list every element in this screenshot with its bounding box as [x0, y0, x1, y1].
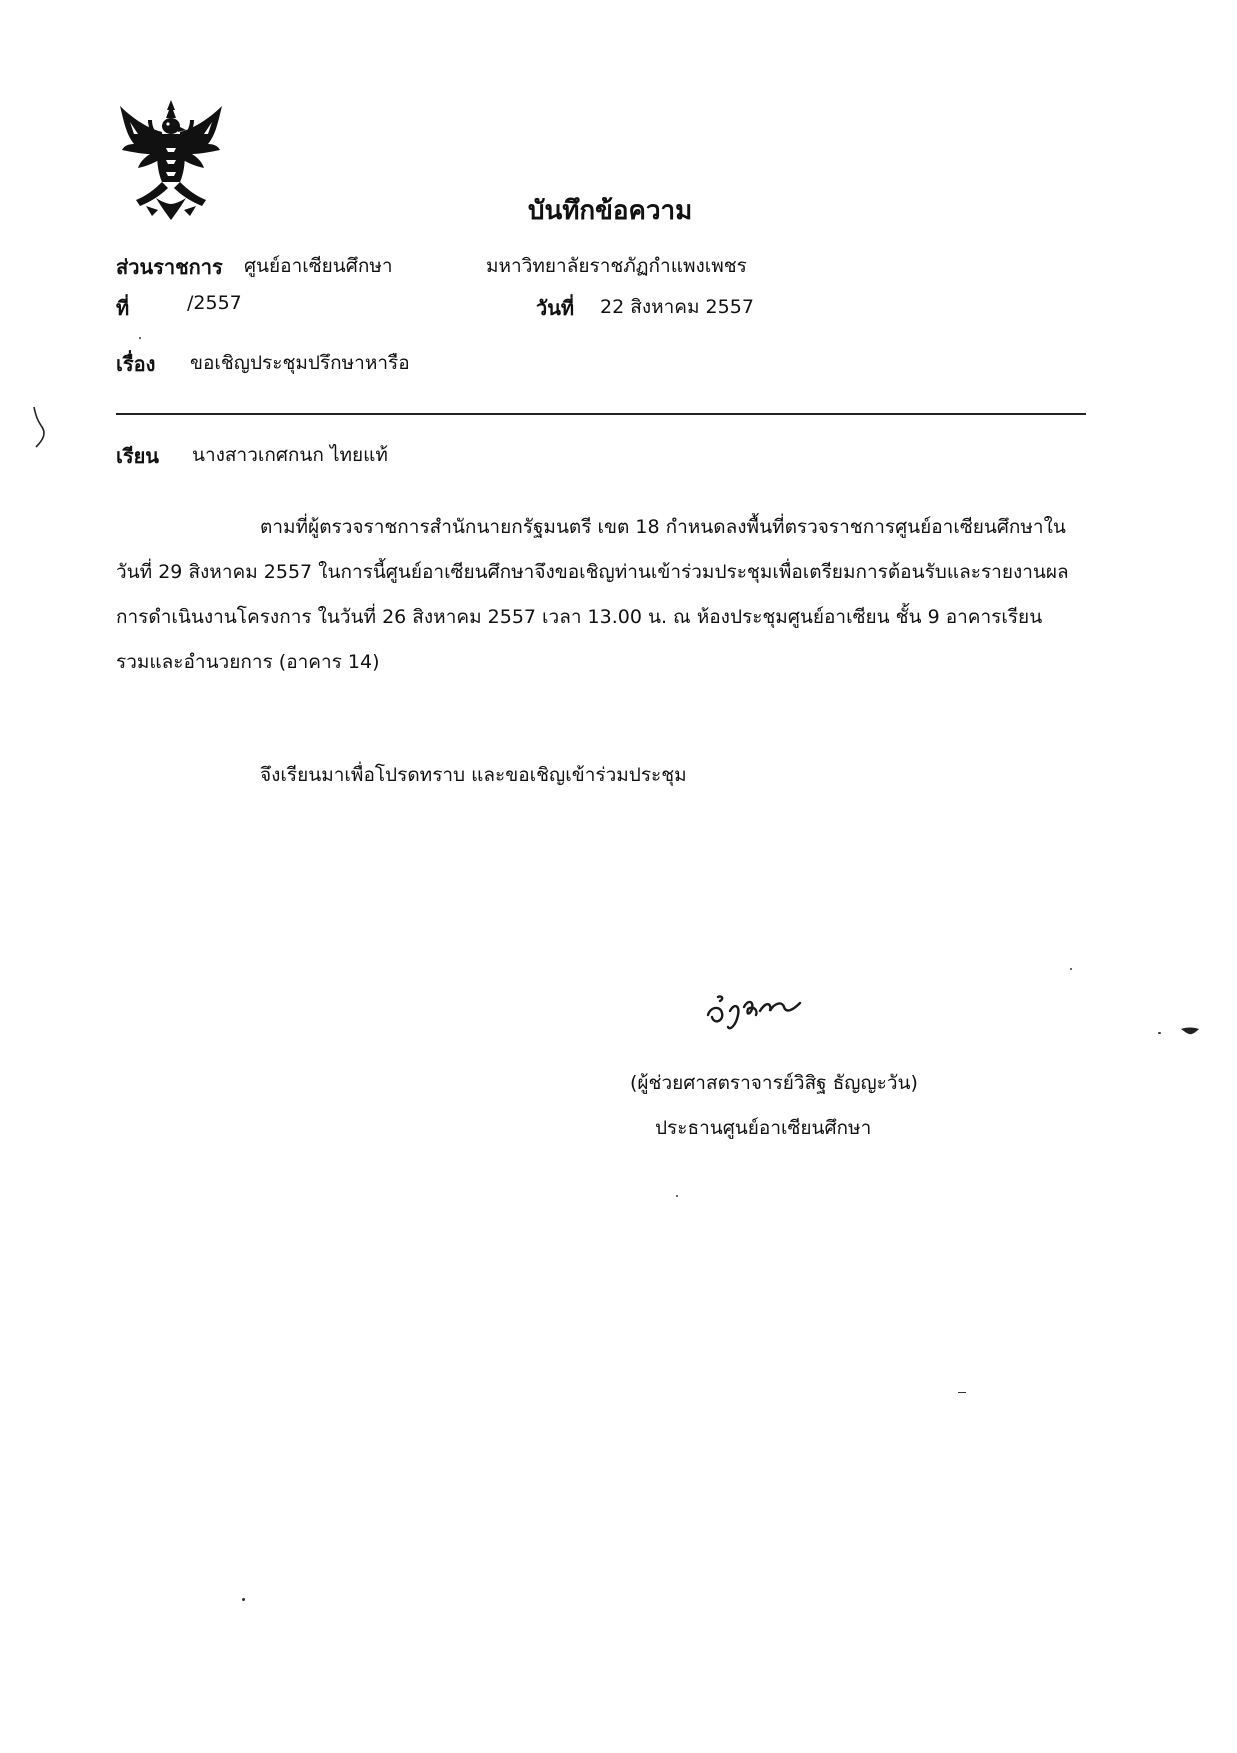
closing-line: จึงเรียนมาเพื่อโปรดทราบ และขอเชิญเข้าร่วมประชุม	[260, 764, 687, 786]
scan-speck	[958, 1392, 966, 1393]
subject-value: ขอเชิญประชุมปรึกษาหารือ	[190, 352, 410, 374]
scan-speck	[676, 1195, 678, 1197]
number-value: /2557	[187, 292, 242, 314]
handwritten-signature	[700, 985, 820, 1035]
addressee-value: นางสาวเกศกนก ไทยแท้	[192, 444, 388, 466]
signatory-position: ประธานศูนย์อาเซียนศึกษา	[655, 1117, 872, 1139]
header-divider	[116, 413, 1086, 415]
garuda-emblem-icon	[116, 98, 226, 220]
body-line: รวมและอำนวยการ (อาคาร 14)	[116, 651, 380, 673]
body-line: การดำเนินงานโครงการ ในวันที่ 26 สิงหาคม 2557 เวลา 13.00 น. ณ ห้องประชุมศูนย์อาเซียน ชั้น 9 อาคารเรียน	[116, 606, 1043, 628]
addressee-label: เรียน	[116, 444, 159, 468]
organization-name: มหาวิทยาลัยราชภัฏกำแพงเพชร	[486, 255, 747, 277]
date-value: 22 สิงหาคม 2557	[600, 296, 754, 318]
department-label: ส่วนราชการ	[116, 255, 223, 279]
date-label: วันที่	[536, 296, 575, 320]
number-label: ที่	[116, 296, 130, 320]
body-line: วันที่ 29 สิงหาคม 2557 ในการนี้ศูนย์อาเซียนศึกษาจึงขอเชิญท่านเข้าร่วมประชุมเพื่อเตรียมการต้อนรับและรายงานผล	[116, 561, 1069, 583]
department-value: ศูนย์อาเซียนศึกษา	[244, 255, 393, 277]
scan-blot	[1180, 1026, 1200, 1036]
scan-speck	[139, 337, 141, 339]
scan-speck	[1158, 1032, 1161, 1034]
scan-speck	[1070, 968, 1072, 970]
scan-speck	[242, 1598, 245, 1601]
margin-mark	[30, 405, 52, 449]
memo-title: บันทึกข้อความ	[528, 196, 693, 226]
signatory-name: (ผู้ช่วยศาสตราจารย์วิสิฐ ธัญญะวัน)	[630, 1072, 918, 1094]
subject-label: เรื่อง	[116, 352, 156, 376]
body-line: ตามที่ผู้ตรวจราชการสำนักนายกรัฐมนตรี เขต 18 กำหนดลงพื้นที่ตรวจราชการศูนย์อาเซียนศึกษาใน	[260, 516, 1066, 538]
